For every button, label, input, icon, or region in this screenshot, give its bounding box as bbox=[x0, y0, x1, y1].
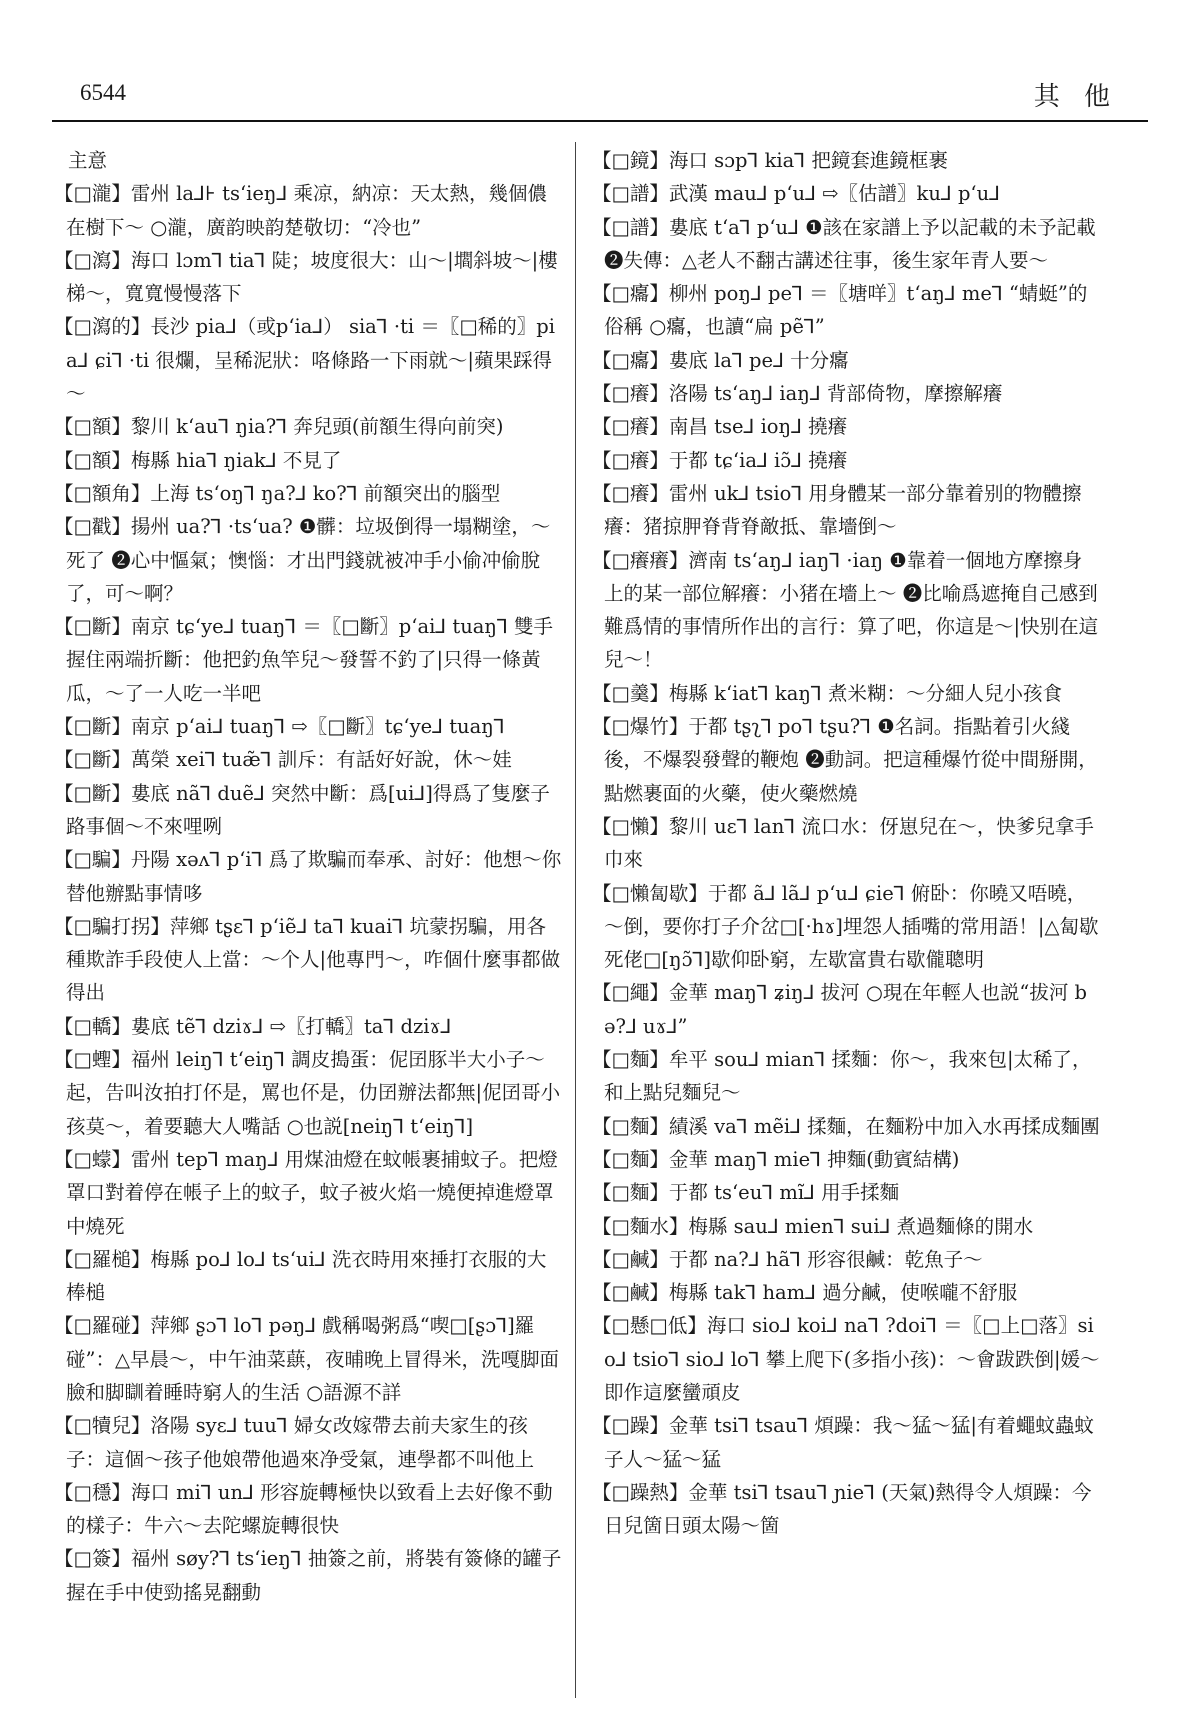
dictionary-entry: 【□麵】金華 maŋ⅂ mie⅂ 抻麵(動賓結構) bbox=[592, 1147, 960, 1171]
section-title: 其 他 bbox=[1033, 82, 1118, 112]
dictionary-entry: 【□穩】海口 mi⅂ un⅃ 形容旋轉極快以致看上去好像不動的樣子：牛六～去陀螺旋轉很快 bbox=[54, 1480, 553, 1538]
dictionary-entry: 【□鹹】梅縣 tak⅂ ham⅃ 過分鹹，使喉嚨不舒服 bbox=[592, 1281, 1018, 1305]
dictionary-entry: 【□懶】黎川 uɛ⅂ lan⅂ 流口水：伢崽兒在～，快爹兒拿手巾來 bbox=[592, 814, 1094, 872]
dictionary-entry: 【□騙】丹陽 xəʌ⅂ pʻi⅂ 爲了欺騙而奉承、討好：他想～你替他辦點事情哆 bbox=[54, 848, 562, 905]
dictionary-entry: 【□癢】南昌 tse⅃ ioŋ⅃ 撓癢 bbox=[592, 415, 848, 439]
dictionary-entry: 【□額】黎川 kʻau⅂ ŋia?⅂ 奔兒頭(前額生得向前突) bbox=[54, 415, 504, 439]
dictionary-entry: 【□麵水】梅縣 sau⅃ mien⅂ sui⅃ 煮過麵條的開水 bbox=[592, 1214, 1034, 1238]
dictionary-entry: 【□爆竹】于都 tʂʅ⅂ po⅂ tʂu?⅂ ❶名詞。指點着引火綫後，不爆裂發聲的鞭炮 ❷動詞。把這種爆竹從中間掰開，點燃裹面的火藥，使火藥燃燒 bbox=[592, 715, 1098, 805]
dictionary-entry: 【□犢兒】洛陽 syɛ⅃ tuu⅂ 婦女改嫁帶去前夫家生的孩子：這個～孩子他娘帶他過來净受氣，連學都不叫他上 bbox=[54, 1414, 535, 1471]
dictionary-entry: 【□麵】績溪 va⅂ mẽi⅃ 揉麵，在麵粉中加入水再揉成麵團 bbox=[592, 1114, 1100, 1138]
dictionary-entry: 【□繩】金華 maŋ⅂ ʑiŋ⅃ 拔河 ○現在年輕人也説“拔河 bə?⅃ uɤ⅃” bbox=[592, 981, 1088, 1038]
dictionary-entry: 【□蟶】福州 leiŋ⅂ tʻeiŋ⅂ 調皮搗蛋：伲囝豚半大小子～起，告叫汝拍打伓是，罵也伓是，仂囝辦法都無|伲囝哥小孩莫～，着要聽大人嘴話 ○也説[neiŋ⅂ tʻeiŋ⅂] bbox=[54, 1048, 561, 1138]
dictionary-entry: 【□羅槌】梅縣 po⅃ lo⅃ tsʻui⅃ 洗衣時用來捶打衣服的大棒槌 bbox=[54, 1247, 547, 1305]
dictionary-entry: 【□斷】南京 pʻai⅃ tuaŋ⅂ ⇨〖□斷〗tɕʻye⅃ tuaŋ⅂ bbox=[54, 715, 505, 739]
dictionary-entry: 【□麵】于都 tsʻeu⅂ mĩ⅃ 用手揉麵 bbox=[592, 1181, 900, 1205]
dictionary-entry: 【□斷】萬榮 xei⅂ tuæ̃⅂ 訓斥：有話好好說，休～娃 bbox=[54, 748, 512, 772]
dictionary-entry: 【□戳】揚州 ua?⅂ ·tsʻua? ❶髒：垃圾倒得一塌糊塗，～死了 ❷心中慪氣；懊惱：才出門錢就被冲手小偷冲偷脫了，可～啊？ bbox=[54, 515, 551, 605]
dictionary-entry: 【□譜】婁底 tʻa⅂ pʻu⅃ ❶該在家譜上予以記載的未予記載 ❷失傳：△老人不翻古講述往事，後生家年青人要～ bbox=[592, 215, 1102, 272]
dictionary-entry: 【□羹】梅縣 kʻiat⅂ kaŋ⅂ 煮米糊：～分細人兒小孩食 bbox=[592, 681, 1062, 705]
column-divider bbox=[575, 142, 576, 1698]
dictionary-entry: 【□躁熱】金華 tsi⅂ tsau⅂ ɲie⅂ (天氣)熱得令人煩躁：今日兒箇日頭太陽～箇 bbox=[592, 1480, 1092, 1538]
right-column bbox=[592, 144, 1100, 1542]
dictionary-entry: 【□癟】婁底 la⅂ pe⅃ 十分癟 bbox=[592, 348, 849, 372]
dictionary-entry: 【□懸□低】海口 sio⅃ koi⅃ na⅂ ?doi⅂ ＝〖□上□落〗sio⅃ tsio⅂ sio⅃ lo⅂ 攀上爬下(多指小孩)：～會跋跌倒|媛～即作這麼蠻頑皮 bbox=[592, 1314, 1100, 1404]
dictionary-entry: 【□瀉的】長沙 pia⅃（或pʻia⅃） sia⅂ ·ti ＝〖□稀的〗pia⅃ ɕi⅂ ·ti 很爛，呈稀泥狀：咯條路一下雨就～|蘋果踩得～ bbox=[54, 315, 555, 406]
dictionary-entry: 【□額角】上海 tsʻoŋ⅂ ŋa?⅃ ko?⅂ 前額突出的腦型 bbox=[54, 481, 501, 505]
dictionary-entry: 【□癢癢】濟南 tsʻaŋ⅃ iaŋ⅂ ·iaŋ ❶靠着一個地方摩擦身上的某一部位解癢：小猪在墻上～ ❷比喻爲遮掩自己感到難爲情的事情所作出的言行：算了吧，你這是～|快别在這兒～！ bbox=[592, 548, 1099, 672]
page-header bbox=[52, 70, 1148, 122]
dictionary-entry: 【□懶匐歇】于都 ã⅃ lã⅃ pʻu⅃ ɕie⅂ 俯卧：你曉又唔曉，～倒，要你打子介岔□[·hɤ]埋怨人插嘴的常用語！|△匐歇死佬□[ŋɔ̃⅂]歇仰卧窮，左歇富貴右歇儱聰明 bbox=[592, 881, 1099, 972]
dictionary-entry: 【□癢】洛陽 tsʻaŋ⅃ iaŋ⅃ 背部倚物，摩擦解癢 bbox=[592, 382, 1003, 406]
dictionary-entry: 【□蠓】雷州 tep⅂ maŋ⅃ 用煤油燈在蚊帳裹捕蚊子。把燈罩口對着停在帳子上的蚊子，蚊子被火焰一燒便掉進燈罩中燒死 bbox=[54, 1147, 558, 1238]
dictionary-entry: 【□瀧】雷州 la⅃⊦ tsʻieŋ⅃ 乘凉，納凉：天太熱，幾個儂在樹下～ ○瀧，廣韵映韵楚敬切：“冷也” bbox=[54, 182, 548, 239]
dictionary-entry: 【□額】梅縣 hia⅂ ŋiak⅃ 不見了 bbox=[54, 448, 342, 472]
dictionary-entry: 【□鹹】于都 na?⅃ hã⅂ 形容很鹹：乾魚子～ bbox=[592, 1247, 983, 1271]
dictionary-entry: 【□斷】婁底 nã⅂ duẽ⅃ 突然中斷：爲[ui⅃]得爲了隻麼子路事個～不來哩咧 bbox=[54, 781, 550, 838]
dictionary-entry: 【□躁】金華 tsi⅂ tsau⅂ 煩躁：我～猛～猛|有着蠅蚊蟲蚊子人～猛～猛 bbox=[592, 1414, 1094, 1471]
left-column bbox=[54, 144, 562, 1609]
dictionary-entry: 【□譜】武漢 mau⅃ pʻu⅃ ⇨〖估譜〗ku⅃ pʻu⅃ bbox=[592, 182, 1001, 206]
entry-continuation: 主意 bbox=[68, 149, 108, 172]
dictionary-entry: 【□癢】于都 tɕʻia⅃ iɔ̃⅃ 撓癢 bbox=[592, 448, 848, 472]
dictionary-entry: 【□羅碰】萍鄉 ʂɔ⅂ lo⅂ pəŋ⅃ 戲稱喝粥爲“喫□[ʂɔ⅂]羅碰”：△早晨～，中午油菜蕻，夜晡晚上冒得米，洗嘎脚面臉和脚瞓着睡時窮人的生活 ○語源不詳 bbox=[54, 1314, 559, 1404]
dictionary-entry: 【□鏡】海口 sɔp⅂ kia⅂ 把鏡套進鏡框裹 bbox=[592, 149, 948, 172]
dictionary-entry: 【□斷】南京 tɕʻye⅃ tuaŋ⅂ ＝〖□斷〗pʻai⅃ tuaŋ⅂ 雙手握住兩端折斷：他把釣魚竿兒～發誓不釣了|只得一條黃瓜，～了一人吃一半吧 bbox=[54, 615, 554, 705]
dictionary-entry: 【□轎】婁底 tẽ⅂ dziɤ⅃ ⇨〖打轎〗ta⅂ dziɤ⅃ bbox=[54, 1014, 452, 1038]
dictionary-entry: 【□簽】福州 søy?⅂ tsʻieŋ⅂ 抽簽之前，將裝有簽條的罐子握在手中使勁搖晃翻動 bbox=[54, 1547, 562, 1604]
dictionary-entry: 【□麵】牟平 sou⅃ mian⅂ 揉麵：你～，我來包|太稀了，和上點兒麵兒～ bbox=[592, 1048, 1092, 1105]
dictionary-entry: 【□癢】雷州 uk⅃ tsio⅂ 用身體某一部分靠着别的物體擦癢：猪掠胛脊背脊敵抵、靠墻倒～ bbox=[592, 481, 1082, 539]
dictionary-entry: 【□瀉】海口 lɔm⅂ tia⅂ 陡；坡度很大：山～|壛斜坡～|樓梯～，寬寬慢慢落下 bbox=[54, 248, 558, 306]
dictionary-entry: 【□騙打拐】萍鄉 tʂɛ⅂ pʻiẽ⅃ ta⅂ kuai⅂ 坑蒙拐騙，用各種欺詐手段使人上當：～个人|他專門～，咋個什麼事都做得出 bbox=[54, 914, 561, 1005]
dictionary-entry: 【□癟】柳州 poŋ⅃ pe⅂ ＝〖塘咩〗tʻaŋ⅃ me⅂ “蜻蜓”的俗稱 ○癟，也讀“扁 pẽ⅂” bbox=[592, 282, 1088, 339]
page-number: 6544 bbox=[80, 80, 126, 105]
